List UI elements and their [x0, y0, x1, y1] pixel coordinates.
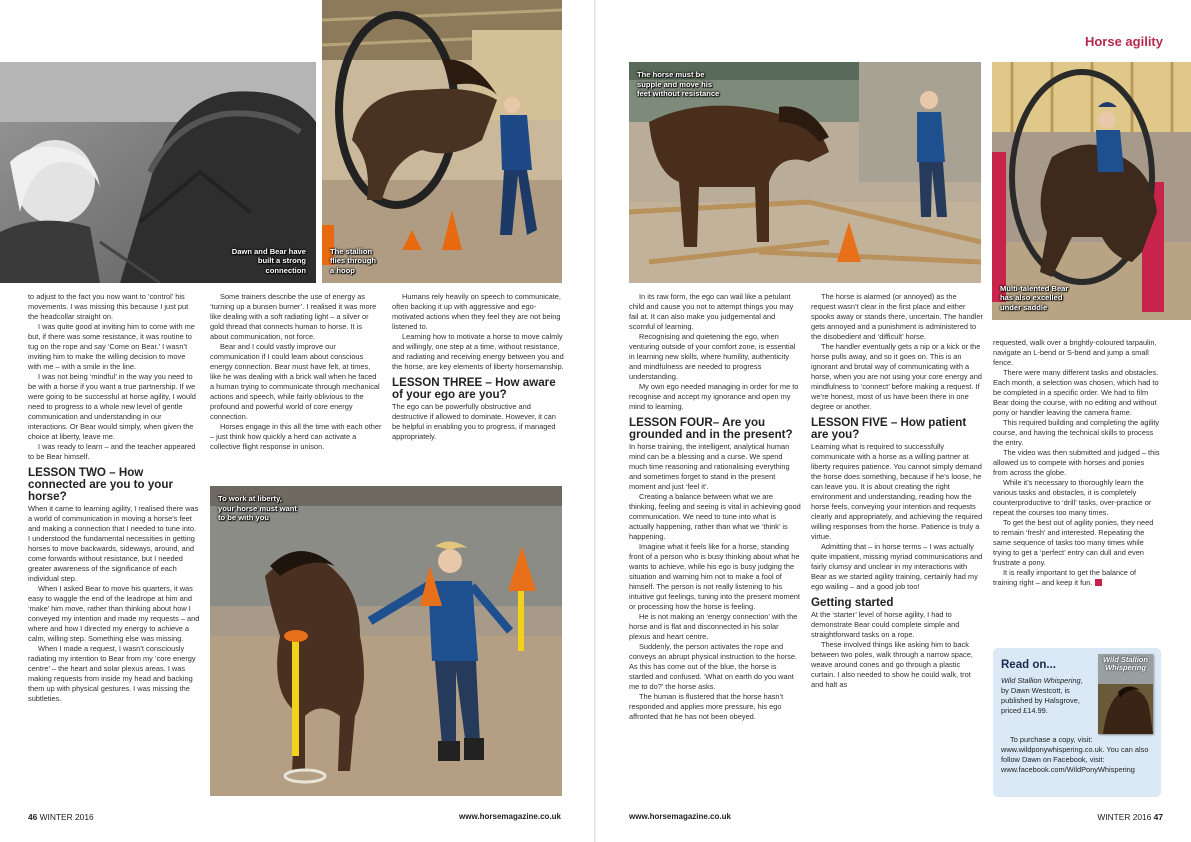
body-paragraph: Horses engage in this all the time with each other – just think how quickly a herd can activate a collective flight response in unison. [210, 422, 382, 451]
body-paragraph: Admitting that – in horse terms – I was actually quite impatient, missing myriad communications and fairly clumsy and unclear in my interactions with Bear as we started agility training, certainly had my ego wailing – and a good job too! [811, 542, 983, 591]
page-number: 47 [1153, 812, 1163, 822]
section-title: Horse agility [1084, 34, 1163, 49]
left-column-1 [28, 292, 200, 812]
body-paragraph: The ego can be powerfully obstructive and destructive if allowed to dominate. However, it can be helpful in enabling you to progress, if managed appropriately. [392, 402, 556, 441]
body-paragraph: The human is flustered that the horse hasn’t responded and applies more pressure, his ego affronted that he has not been obeyed. [629, 692, 784, 721]
photo-liberty-graphic [210, 486, 562, 796]
page-number: 46 [28, 812, 38, 822]
photo-supple-horse [629, 62, 981, 283]
read-on-box [993, 648, 1161, 797]
body-paragraph: Bear and I could vastly improve our communication if I could learn about conscious energy connection. Bear must have felt, at times, like he was dealing with a brick wall when he faced a human trying to communicate through mechanical actions and speech, while fairly oblivious to the profound and powerful world of core energy connection. [210, 342, 380, 421]
cover-line: Whispering [1105, 663, 1146, 672]
caption-line: to be with you [218, 513, 270, 522]
body-paragraph: When I made a request, I wasn’t consciously radiating my intention to Bear from my ‘core energy centre’ – the heart and solar plexus areas. I was making requests from inside my head and backing them up with physical gestures. I was missing the subtleties. [28, 644, 196, 703]
body-paragraph: While it’s necessary to thoroughly learn the various tasks and obstacles, it is completely counterproductive to ‘drill’ tasks, over-practice or repeat the courses too many times. [993, 478, 1152, 517]
cover-line: Wild Stallion [1103, 655, 1148, 664]
book-details: , by Dawn Westcott, is published by Halsgrove, priced £14.99. [1001, 676, 1083, 715]
book-title: Wild Stallion Whispering [1001, 676, 1081, 685]
body-paragraph [993, 568, 1161, 588]
body-paragraph: The video was then submitted and judged – this allowed us to compete with horses and ponies from across the globe. [993, 448, 1160, 477]
body-paragraph: When it came to learning agility, I realised there was a world of communication in moving a horse’s feet and making a connection that I needed to tune into. I understood the fundamental necessities in getting horses to move backwards, sideways, around, and come forwards without resistance, but I needed greater awareness of the significance of each individual step. [28, 504, 199, 583]
body-paragraph: When I asked Bear to move his quarters, it was easy to waggle the end of the leadrope at him and ‘make’ him move, rather than thinking about how I conveyed my intention and made my requests – and where and how I directed my energy to achieve a calm, willing step. Something else was missing. [28, 584, 200, 643]
left-website: www.horsemagazine.co.uk [459, 812, 561, 821]
right-column-2 [811, 292, 983, 812]
photo-under-saddle [992, 62, 1191, 320]
caption-line: feet without resistance [637, 89, 720, 98]
caption-line: supple and move his [637, 79, 713, 89]
heading-lesson-four: LESSON FOUR– Are you grounded and in the present? [629, 416, 793, 441]
body-paragraph: I was ready to learn – and the teacher appeared to be Bear himself. [28, 442, 196, 461]
left-folio [28, 812, 94, 822]
body-paragraph: My own ego needed managing in order for me to recognise and accept my ignorance and open my mind to learning. [629, 382, 799, 411]
caption-line: a hoop [330, 265, 355, 275]
issue-season: WINTER 2016 [1097, 812, 1152, 822]
end-mark-icon [1095, 579, 1102, 586]
body-paragraph: The handler eventually gets a nip or a kick or the horse pulls away, and so it goes on. This is an ignorant and brutal way of communicating with a horse, when you are not using your core energy and mindfulness to ‘connect’ before making a request. If we’re honest, most of us have been there in one degree or another. [811, 342, 982, 411]
body-paragraph: This required building and completing the agility course, and having the technical skills to process the entry. [993, 418, 1160, 447]
heading-lesson-two: LESSON TWO – How connected are you to your horse? [28, 466, 173, 503]
caption-line: The horse must be [637, 70, 705, 79]
photo-stallion-hoop-graphic [322, 0, 562, 283]
left-page [0, 0, 595, 842]
body-paragraph: Recognising and quietening the ego, when venturing outside of your comfort zone, is essential in learning new skills, where humility, authenticity and mindfulness are needed to progress understanding. [629, 332, 796, 381]
caption-line: your horse must want [218, 503, 297, 513]
caption-line: The stallion [330, 246, 373, 256]
body-paragraph: Suddenly, the person activates the rope and conveys an abrupt physical instruction to the horse. As this has come out of the blue, the horse is startled and confused. ‘What on earth do you want me to do?’ the horse asks. [629, 642, 798, 691]
right-folio [1097, 812, 1163, 822]
right-column-3 [993, 338, 1161, 644]
body-paragraph: These involved things like asking him to back between two poles, walk through a narrow space, weave around cones and go through a plastic curtain. I also needed to show he could walk, trot and halt as [811, 640, 973, 689]
body-paragraph: Humans rely heavily on speech to communicate, often backing it up with aggressive and ego-motivated actions when they feel they are not being listened to. [392, 292, 561, 331]
caption-line: built a strong [257, 256, 306, 265]
caption-line: Multi-talented Bear [1000, 283, 1069, 293]
photo-stallion-hoop [322, 0, 562, 283]
body-paragraph: Learning how to motivate a horse to move calmly and willingly, one step at a time, without resistance, and radiating and receiving energy between you and the horse, are key elements of liberty horsemanship. [392, 332, 564, 371]
caption-line: connection [265, 265, 306, 275]
photo-dawn-and-bear [0, 62, 316, 283]
body-paragraph: Some trainers describe the use of energy as ‘turning up a bunsen burner’. I realised it was more like dealing with a soft radiating light – a silver or gold thread that connects human to horse. It is about communication, not force. [210, 292, 377, 341]
body-paragraph: Imagine what it feels like for a horse, standing front of a person who is busy thinking about what he wants to achieve, while his ego is busy judging the situation and warning him not to make a fool of himself. The person is not really listening to his intuitive gut feelings, tuning into the present moment or processing how the horse is feeling. [629, 542, 800, 611]
book-cover [1098, 654, 1153, 734]
body-paragraph: In horse training, the intelligent, analytical human mind can be a blessing and a curse. We spend much time reasoning and rationalising everything and sometimes forget to stand in the present moment and just ‘feel it’. [629, 442, 790, 491]
body-paragraph: The horse is alarmed (or annoyed) as the request wasn’t clear in the first place and either spooks away or stands there, uncertain. The handler gets annoyed and a punishment is administered to the disobedient and ‘difficult’ horse. [811, 292, 983, 341]
caption-line: has also excelled [1000, 293, 1063, 302]
body-paragraph: He is not making an ‘energy connection’ with the horse and is flat and disconnected in his solar plexus and heart centre. [629, 612, 798, 641]
body-paragraph: Creating a balance between what we are thinking, feeling and seeing is vital in achieving good communication. We need to tune into what is actually happening, rather than what we ‘think’ is happening. [629, 492, 801, 541]
heading-lesson-five: LESSON FIVE – How patient are you? [811, 416, 967, 441]
book-cover-title [1101, 656, 1150, 672]
caption-stallion [330, 247, 376, 276]
caption-dawn-bear [232, 247, 306, 276]
right-website: www.horsemagazine.co.uk [629, 812, 731, 821]
body-paragraph: At the ‘starter’ level of horse agility, I had to demonstrate Bear could complete simple and straightforward tasks on a rope. [811, 610, 960, 639]
photo-saddle-graphic [992, 62, 1191, 320]
photo-liberty-work [210, 486, 562, 796]
caption-line: under saddle [1000, 302, 1048, 312]
read-on-book-info [1001, 676, 1091, 716]
caption-line: To work at liberty, [218, 494, 282, 503]
right-column-1 [629, 292, 801, 812]
caption-line: flies through [330, 256, 376, 265]
left-column-2 [210, 292, 382, 482]
body-paragraph: In its raw form, the ego can wail like a petulant child and cause you not to attempt things you may fail at. It can also make you judgemental and scornful of learning. [629, 292, 794, 331]
read-on-purchase: To purchase a copy, visit: www.wildponywhispering.co.uk. You can also follow Dawn on Facebook, visit: www.facebook.com/WildPonyWhispering [1001, 735, 1149, 774]
caption-supple [637, 70, 719, 99]
heading-lesson-three: LESSON THREE – How aware of your ego are you? [392, 376, 556, 401]
read-on-title: Read on... [1001, 659, 1056, 671]
closing-text: It is really important to get the balance of training right – and keep it fun. [993, 568, 1137, 587]
body-paragraph: I was not being ‘mindful’ in the way you need to be with a horse if you want a true partnership. If we were going to be successful at horse agility, I would need to progress to a whole new level of gentle communication and understanding in our interactions. Or Bear would simply, when given the choice at liberty, leave me. [28, 372, 196, 441]
caption-liberty [218, 494, 297, 523]
body-paragraph: I was quite good at inviting him to come with me but, if there was some resistance, it was routine to tug on the rope and say ‘Come on Bear.’ I wasn’t inviting him to make the willing decision to move with me – with a smile in the line. [28, 322, 195, 371]
right-page [596, 0, 1191, 842]
left-column-3 [392, 292, 564, 482]
body-paragraph: requested, walk over a brightly-coloured tarpaulin, navigate an L-bend or S-bend and jump a small fence. [993, 338, 1157, 367]
caption-saddle [1000, 284, 1068, 313]
body-paragraph: to adjust to the fact you now want to ‘control’ his movements. I was missing this because I just put the headcollar straight on. [28, 292, 189, 321]
heading-getting-started: Getting started [811, 596, 894, 609]
caption-line: Dawn and Bear have [231, 246, 306, 256]
body-paragraph: To get the best out of agility ponies, they need to remain ‘fresh’ and interested. Repeating the same sequence of tasks too many times while trying to get a ‘perfect’ entry can dull and even frustrate a pony. [993, 518, 1154, 567]
body-paragraph: Learning what is required to successfully communicate with a horse as a willing partner at liberty requires patience. You cannot simply demand the horse does something, because if he’s loose, he can leave you. It is about creating the right environment and understanding, reading how the horse feels, conveying your intention and requests clearly and appropriately, and achieving the required willing responses from the horse. Patience is truly a virtue. [811, 442, 983, 541]
issue-season: WINTER 2016 [39, 812, 94, 822]
body-paragraph: There were many different tasks and obstacles. Each month, a selection was chosen, which had to be completed in a specific order. We had to film Bear doing the course, with no editing and without pony or handler leaving the camera frame. [993, 368, 1159, 417]
